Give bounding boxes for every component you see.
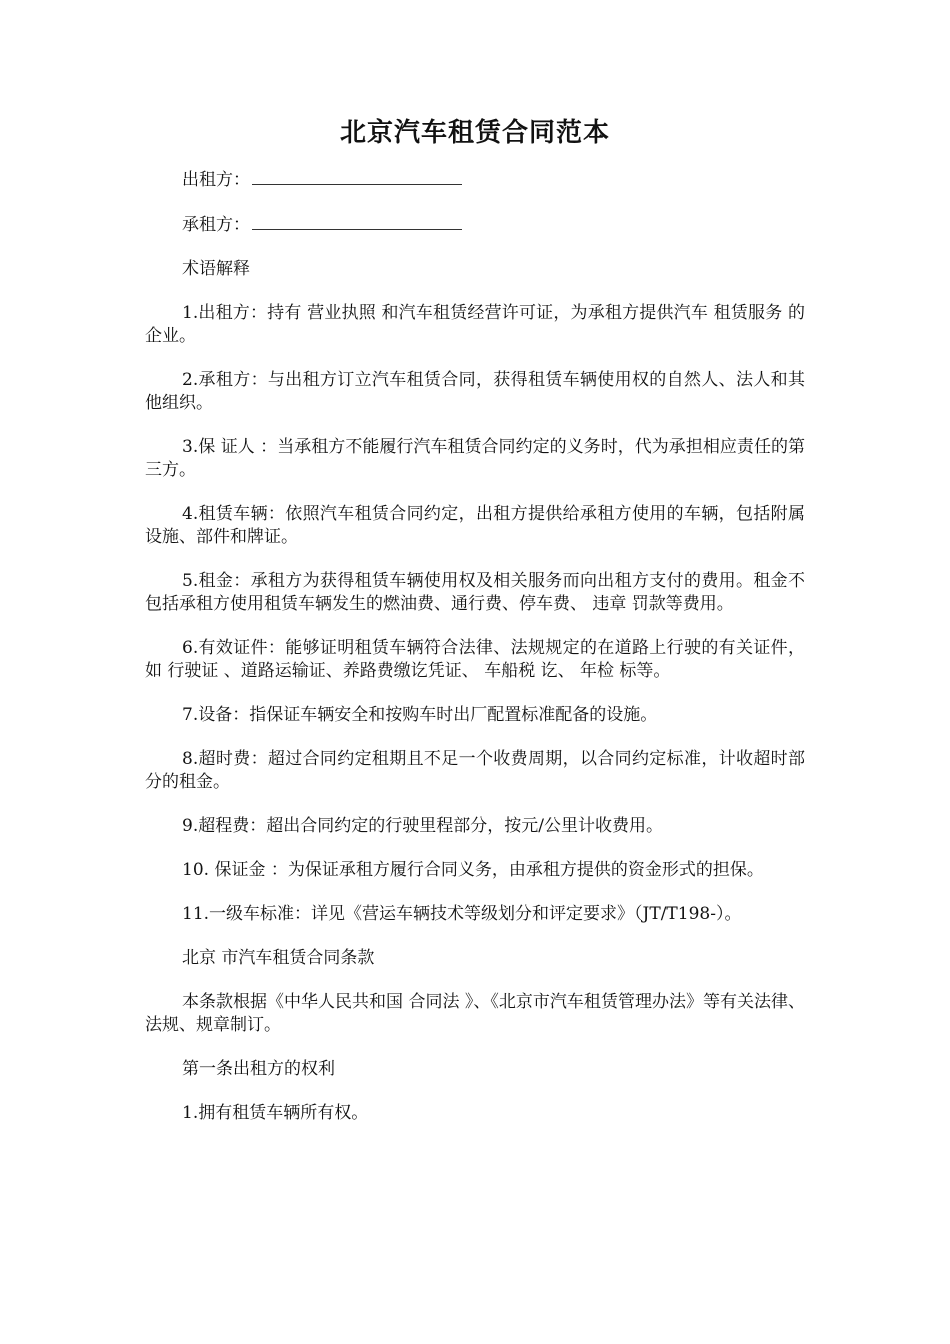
term-paragraph: 8.超时费：超过合同约定租期且不足一个收费周期，以合同约定标准，计收超时部分的租金。 [145,749,805,792]
section-heading-clauses: 北京 市汽车租赁合同条款 [182,948,375,968]
term-paragraph: 4.租赁车辆：依照汽车租赁合同约定，出租方提供给承租方使用的车辆，包括附属设施、部件和牌证。 [145,504,805,547]
lessor-label: 出租方： [182,170,250,190]
term-paragraph: 9.超程费：超出合同约定的行驶里程部分，按元/公里计收费用。 [182,816,663,836]
term-paragraph: 5.租金：承租方为获得租赁车辆使用权及相关服务而向出租方支付的费用。租金不包括承租方使用租赁车辆发生的燃油费、通行费、停车费、 违章 罚款等费用。 [145,571,805,614]
lessor-blank-field [252,168,462,185]
term-paragraph: 1.出租方：持有 营业执照 和汽车租赁经营许可证，为承租方提供汽车 租赁服务 的企业。 [145,303,805,346]
lessee-line [145,213,805,237]
term-paragraph: 11.一级车标准：详见《营运车辆技术等级划分和评定要求》（JT/T198-）。 [182,904,742,924]
document-body [145,168,805,1146]
term-paragraph: 7.设备：指保证车辆安全和按购车时出厂配置标准配备的设施。 [182,705,658,725]
lessee-label: 承租方： [182,215,250,235]
document-title: 北京汽车租赁合同范本 [339,118,610,148]
intro-paragraph: 本条款根据《中华人民共和国 合同法 》、《北京市汽车租赁管理办法》等有关法律、法规、规章制订。 [145,992,805,1035]
article-heading: 第一条出租方的权利 [182,1059,335,1079]
section-heading-terms: 术语解释 [182,259,250,279]
article-item: 1.拥有租赁车辆所有权。 [182,1103,369,1123]
term-paragraph: 10. 保证金 ：为保证承租方履行合同义务，由承租方提供的资金形式的担保。 [182,860,764,880]
term-paragraph: 3.保 证人 ：当承租方不能履行汽车租赁合同约定的义务时，代为承担相应责任的第三方。 [145,437,805,480]
term-paragraph: 2.承租方：与出租方订立汽车租赁合同，获得租赁车辆使用权的自然人、法人和其他组织。 [145,370,805,413]
lessor-line [145,168,805,192]
lessee-blank-field [252,213,462,230]
term-paragraph: 6.有效证件：能够证明租赁车辆符合法律、法规规定的在道路上行驶的有关证件，如 行驶证 、道路运输证、养路费缴讫凭证、 车船税 讫、 年检 标等。 [145,638,805,681]
